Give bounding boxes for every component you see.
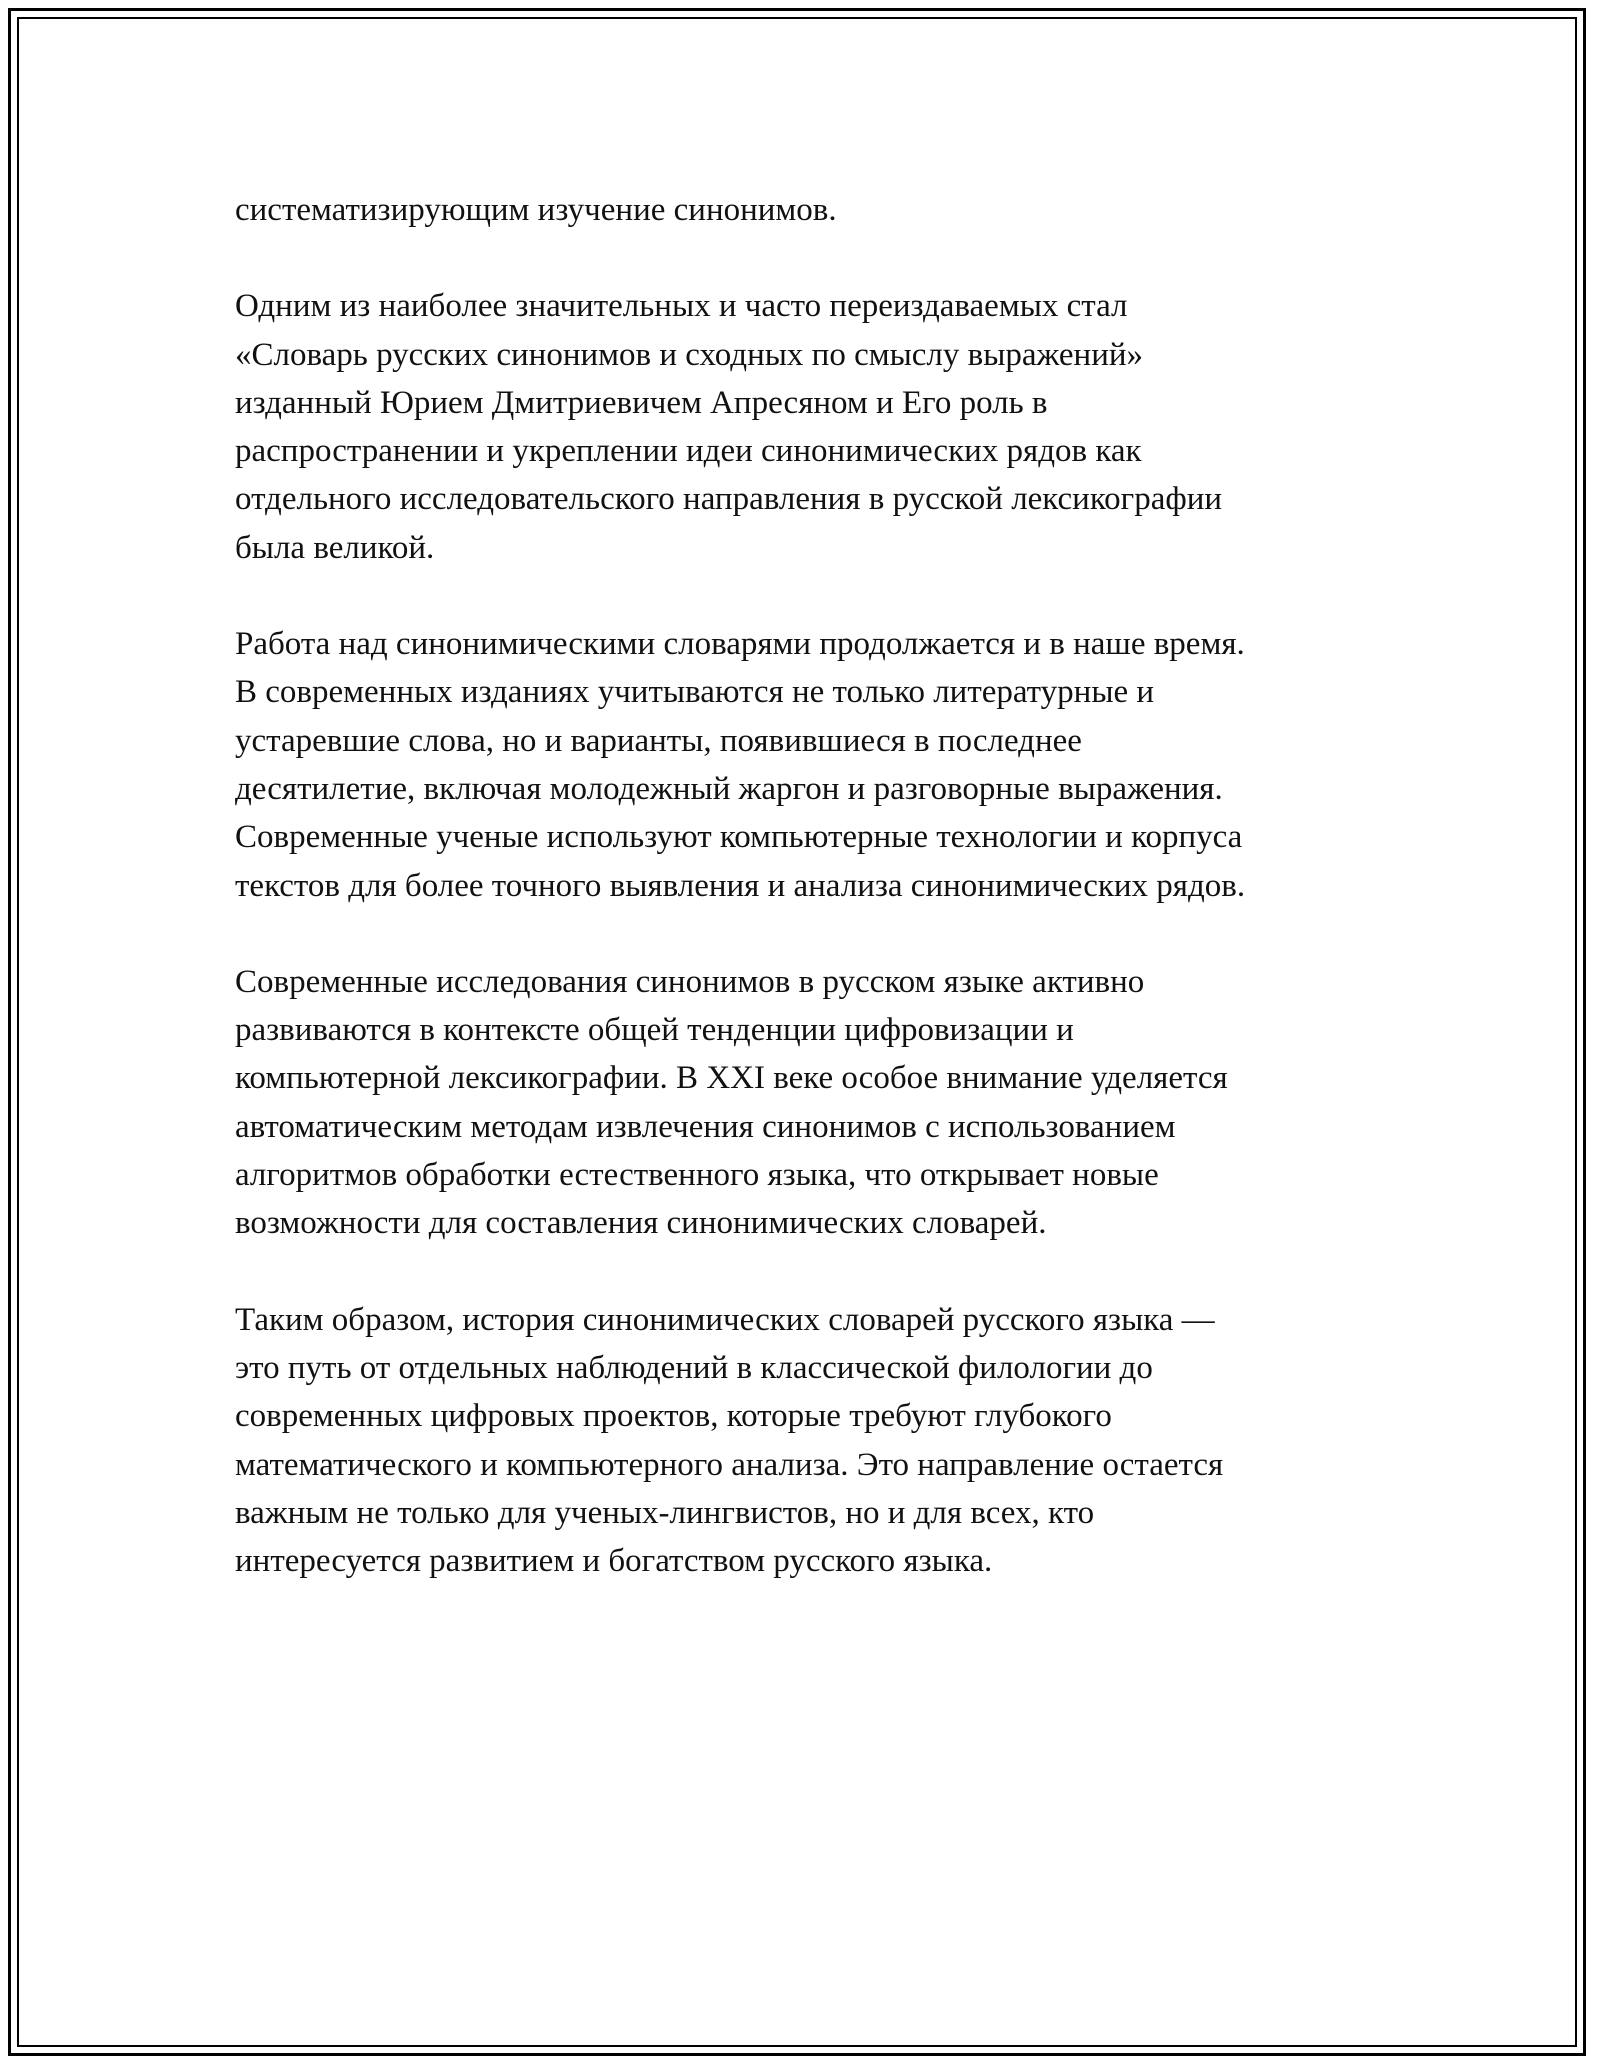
paragraph-conclusion: Таким образом, история синонимических словарей русского языка — это путь от отдельных наблюдений в классической филологии до современных цифровых проектов, которые требуют глубокого математического и компьютерного анализа. Это направление остается важным не только для ученых-лингвистов, но и для всех, кто интересуется развитием и богатством русского языка. [235,1301,1224,1580]
paragraph-continuation: систематизирующим изучение синонимов. [235,192,837,228]
document-body [235,186,1405,1633]
paragraph-modern-dictionaries: Работа над синонимическими словарями продолжается и в наше время. В современных изданиях учитываются не только литературные и устаревшие слова, но и варианты, появившиеся в последнее десятилетие, включая молодежный жаргон и разговорные выражения. Современные ученые используют компьютерные технологии и корпуса текстов для более точного выявления и анализа синонимических рядов. [235,626,1246,904]
paragraph-digital-research: Современные исследования синонимов в русском языке активно развиваются в контексте общей тенденции цифровизации и компьютерной лексикографии. В XXI веке особое внимание уделяется автоматическим методам извлечения синонимов с использованием алгоритмов обработки естественного языка, что открывает новые возможности для составления синонимических словарей. [235,963,1228,1242]
paragraph-apresyan-dictionary: Одним из наиболее значительных и часто переиздаваемых стал «Словарь русских синонимов и сходных по смыслу выражений» изданный Юрием Дмитриевичем Апресяном и Его роль в распространении и укреплении идеи синонимических рядов как отдельного исследовательского направления в русской лексикографии была великой. [235,288,1223,566]
